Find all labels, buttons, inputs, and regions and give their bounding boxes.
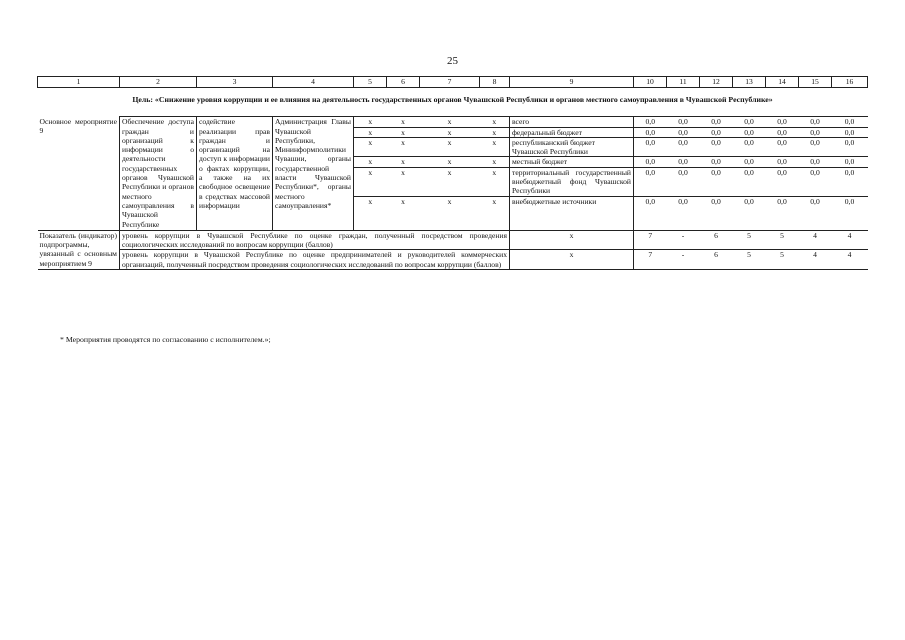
value-cell: 0,0 (766, 117, 799, 127)
value-cell: 0,0 (700, 127, 733, 137)
value-cell: 0,0 (700, 196, 733, 230)
funding-source: территориальный государственный внебюджетный фонд Чувашской Республики (510, 167, 634, 196)
goal-row (38, 88, 868, 111)
x-cell: x (354, 196, 387, 230)
column-number: 7 (420, 77, 480, 88)
value-cell: 5 (733, 250, 766, 270)
value-cell: 0,0 (766, 137, 799, 157)
x-cell: x (420, 196, 480, 230)
x-cell: x (354, 127, 387, 137)
column-number: 16 (832, 77, 868, 88)
x-cell: x (387, 196, 420, 230)
column-number-row (38, 77, 868, 88)
value-cell: 0,0 (832, 157, 868, 167)
page-number: 25 (447, 55, 458, 67)
value-cell: 0,0 (766, 196, 799, 230)
value-cell: 0,0 (733, 137, 766, 157)
value-cell: 0,0 (700, 117, 733, 127)
value-cell: 0,0 (799, 196, 832, 230)
value-cell: 0,0 (733, 157, 766, 167)
column-number: 2 (120, 77, 197, 88)
x-cell: x (354, 117, 387, 127)
value-cell: 0,0 (832, 167, 868, 196)
indicator-text: уровень коррупции в Чувашской Республике по оценке граждан, полученный посредством проведения социологических исследований по вопросам коррупции (баллов) (120, 230, 510, 250)
x-cell: x (480, 137, 510, 157)
value-cell: 0,0 (634, 117, 667, 127)
value-cell: - (667, 230, 700, 250)
program-table (37, 76, 868, 270)
x-cell: x (510, 250, 634, 270)
column-number: 8 (480, 77, 510, 88)
x-cell: x (420, 167, 480, 196)
value-cell: 0,0 (832, 196, 868, 230)
column-number: 15 (799, 77, 832, 88)
table-row (38, 117, 868, 127)
x-cell: x (480, 167, 510, 196)
x-cell: x (354, 137, 387, 157)
value-cell: 0,0 (766, 127, 799, 137)
x-cell: x (387, 127, 420, 137)
x-cell: x (354, 167, 387, 196)
goal-text: Цель: «Снижение уровня коррупции и ее влияния на деятельность государственных органов Чувашской Республики и органов местного самоуправления в Чувашской Республике» (132, 95, 773, 104)
value-cell: 0,0 (799, 117, 832, 127)
x-cell: x (354, 157, 387, 167)
value-cell: 4 (832, 230, 868, 250)
column-number: 12 (700, 77, 733, 88)
funding-source: федеральный бюджет (510, 127, 634, 137)
column-number: 3 (197, 77, 273, 88)
value-cell: 0,0 (667, 196, 700, 230)
measure-content: содействие реализации прав граждан и организаций на доступ к информации о фактах коррупции, а также на их свободное освещение в средствах массовой информации (197, 117, 273, 230)
value-cell: 4 (832, 250, 868, 270)
x-cell: x (480, 196, 510, 230)
value-cell: 0,0 (634, 196, 667, 230)
column-number: 11 (667, 77, 700, 88)
value-cell: 0,0 (733, 196, 766, 230)
x-cell: x (387, 157, 420, 167)
value-cell: 0,0 (832, 137, 868, 157)
value-cell: 0,0 (667, 127, 700, 137)
value-cell: 0,0 (766, 167, 799, 196)
indicator-text: уровень коррупции в Чувашской Республике по оценке предпринимателей и руководителей коммерческих организаций, полученный посредством проведения социологических исследований по вопросам коррупции (баллов) (120, 250, 510, 270)
funding-source: местный бюджет (510, 157, 634, 167)
x-cell: x (387, 137, 420, 157)
indicator-row (38, 230, 868, 250)
x-cell: x (480, 127, 510, 137)
measure-executors: Администрация Главы Чувашской Республики, Мининформполитики Чувашии, органы государственной власти Чувашской Республики*, органы местного самоуправления* (273, 117, 354, 230)
value-cell: 0,0 (733, 167, 766, 196)
value-cell: 7 (634, 230, 667, 250)
x-cell: x (387, 167, 420, 196)
value-cell: 0,0 (634, 127, 667, 137)
value-cell: 5 (766, 230, 799, 250)
column-number: 9 (510, 77, 634, 88)
x-cell: x (420, 157, 480, 167)
measure-task: Обеспечение доступа граждан и организаций к информации о деятельности государственных органов Чувашской Республики и органов местного самоуправления в Чувашской Республике (120, 117, 197, 230)
value-cell: 5 (766, 250, 799, 270)
column-number: 6 (387, 77, 420, 88)
x-cell: x (480, 157, 510, 167)
x-cell: x (387, 117, 420, 127)
column-number: 13 (733, 77, 766, 88)
measure-name: Основное мероприятие 9 (39, 116, 117, 136)
value-cell: 0,0 (799, 157, 832, 167)
column-number: 10 (634, 77, 667, 88)
value-cell: 7 (634, 250, 667, 270)
value-cell: 0,0 (766, 157, 799, 167)
value-cell: 0,0 (667, 117, 700, 127)
indicator-row (38, 250, 868, 270)
value-cell: 0,0 (700, 137, 733, 157)
value-cell: 0,0 (733, 127, 766, 137)
value-cell: 0,0 (799, 127, 832, 137)
funding-source: всего (510, 117, 634, 127)
value-cell: 0,0 (799, 137, 832, 157)
value-cell: 0,0 (634, 167, 667, 196)
value-cell: 4 (799, 230, 832, 250)
value-cell: 0,0 (667, 157, 700, 167)
column-number: 1 (38, 77, 120, 88)
column-number: 5 (354, 77, 387, 88)
column-number: 4 (273, 77, 354, 88)
value-cell: 0,0 (634, 157, 667, 167)
value-cell: 0,0 (667, 167, 700, 196)
value-cell: 4 (799, 250, 832, 270)
x-cell: x (420, 137, 480, 157)
x-cell: x (420, 127, 480, 137)
funding-source: республиканский бюджет Чувашской Республики (510, 137, 634, 157)
funding-source: внебюджетные источники (510, 196, 634, 230)
value-cell: 0,0 (667, 137, 700, 157)
value-cell: 6 (700, 250, 733, 270)
value-cell: 0,0 (634, 137, 667, 157)
value-cell: 0,0 (799, 167, 832, 196)
value-cell: 0,0 (832, 117, 868, 127)
value-cell: - (667, 250, 700, 270)
indicator-label: Показатель (индикатор) подпрограммы, увязанный с основным мероприятием 9 (38, 230, 120, 269)
x-cell: x (480, 117, 510, 127)
value-cell: 0,0 (733, 117, 766, 127)
value-cell: 5 (733, 230, 766, 250)
footnote: * Мероприятия проводятся по согласованию с исполнителем.»; (60, 335, 271, 344)
value-cell: 0,0 (700, 157, 733, 167)
x-cell: x (510, 230, 634, 250)
value-cell: 0,0 (700, 167, 733, 196)
value-cell: 0,0 (832, 127, 868, 137)
column-number: 14 (766, 77, 799, 88)
value-cell: 6 (700, 230, 733, 250)
x-cell: x (420, 117, 480, 127)
